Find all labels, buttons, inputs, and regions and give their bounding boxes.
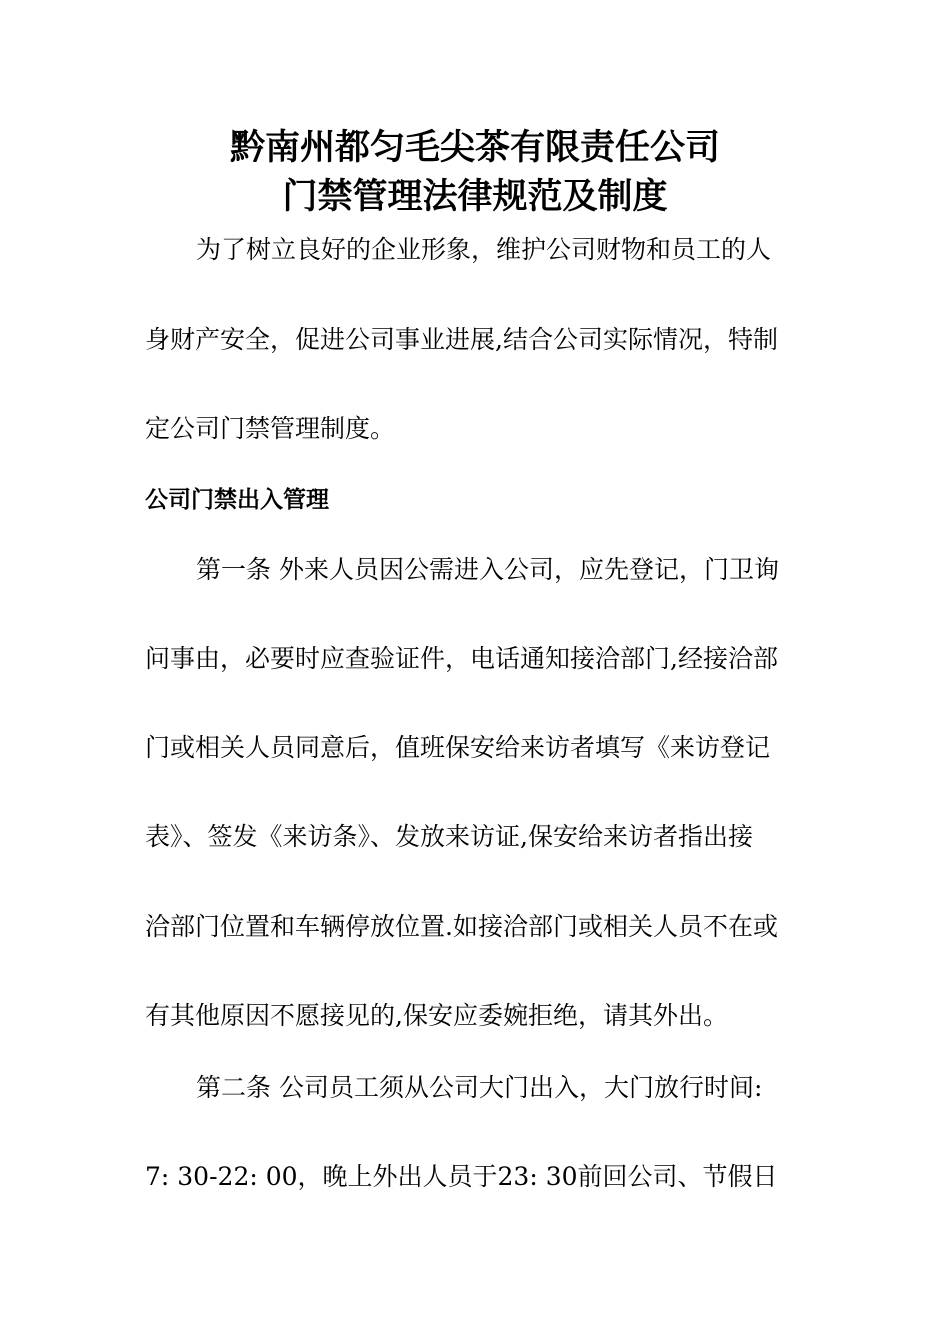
article1-line-1: 第一条 外来人员因公需进入公司，应先登记，门卫询 [196, 555, 779, 584]
section-heading: 公司门禁出入管理 [145, 487, 329, 513]
document-title-line-1: 黔南州都匀毛尖茶有限责任公司 [229, 127, 720, 168]
article1-line-4: 表》、签发《来访条》、发放来访证,保安给来访者指出接 [145, 822, 753, 851]
article2-line-1: 第二条 公司员工须从公司大门出入，大门放行时间: [196, 1073, 763, 1102]
document-title-line-2: 门禁管理法律规范及制度 [282, 176, 668, 217]
intro-line-3: 定公司门禁管理制度。 [145, 414, 396, 443]
article2-line-2: 7: 30-22: 00，晚上外出人员于23: 30前回公司、节假日 [145, 1162, 778, 1191]
article1-line-2: 问事由，必要时应查验证件，电话通知接洽部门,经接洽部 [145, 644, 778, 673]
intro-line-2: 身财产安全，促进公司事业进展,结合公司实际情况，特制 [145, 325, 778, 354]
article1-line-6: 有其他原因不愿接见的,保安应委婉拒绝，请其外出。 [145, 1001, 728, 1030]
article1-line-5: 洽部门位置和车辆停放位置.如接洽部门或相关人员不在或 [145, 912, 778, 941]
intro-line-1: 为了树立良好的企业形象，维护公司财物和员工的人 [196, 235, 772, 264]
article1-line-3: 门或相关人员同意后，值班保安给来访者填写《来访登记 [145, 733, 771, 762]
